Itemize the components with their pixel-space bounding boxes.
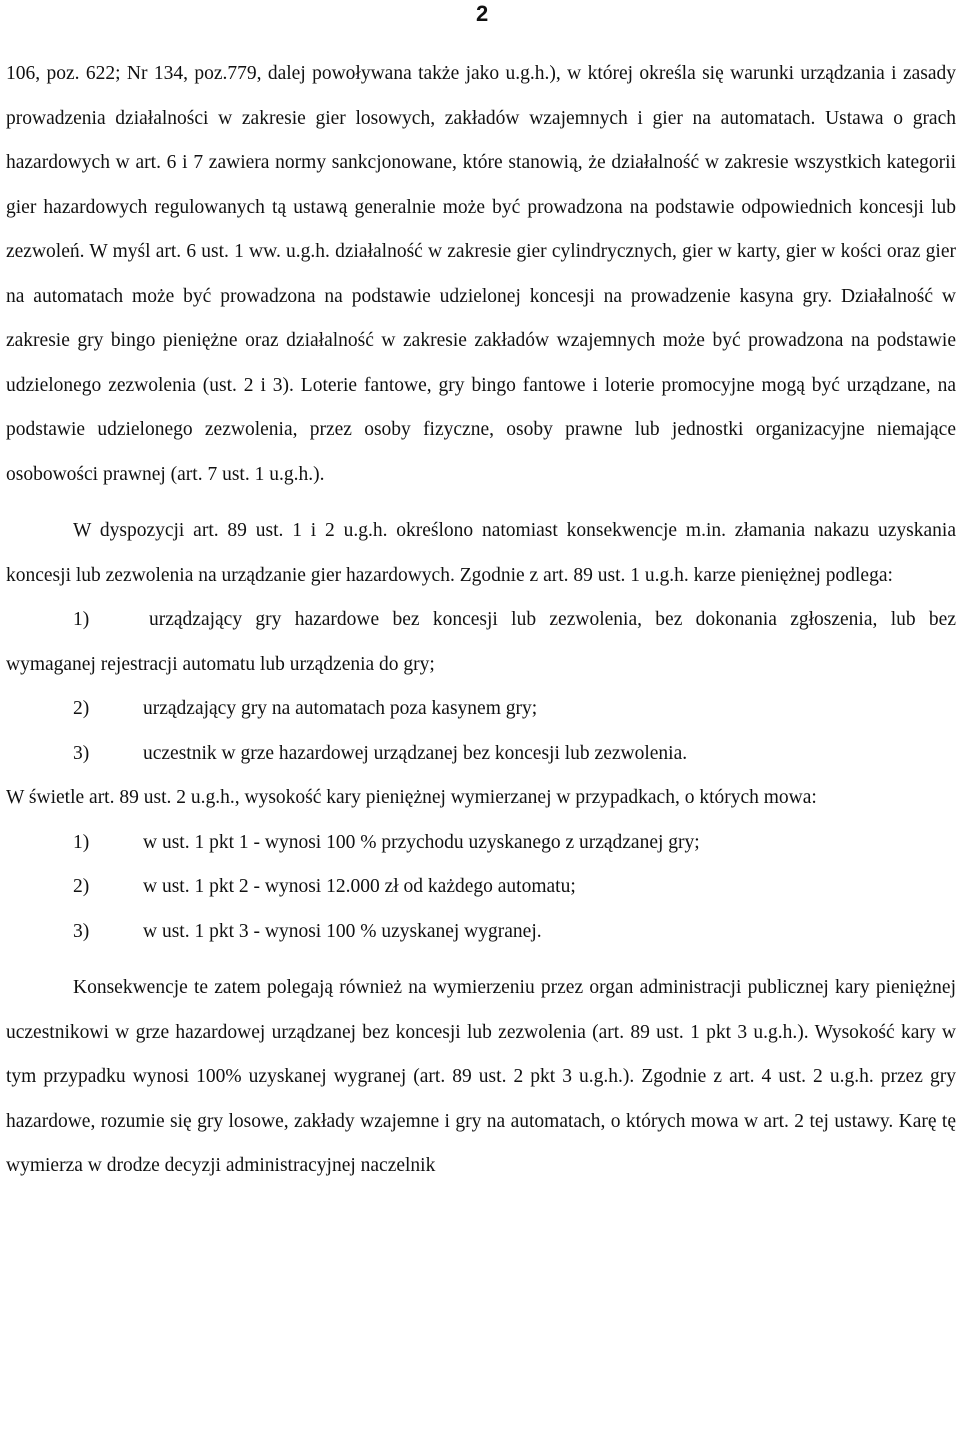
list-item-text: urządzający gry na automatach poza kasynem gry; (143, 698, 538, 719)
list-item-number: 2) (73, 876, 90, 897)
list-item (6, 865, 956, 910)
list-item (6, 821, 956, 866)
list-item (6, 687, 956, 732)
list-item-number: 1) (73, 609, 90, 630)
list-item (6, 732, 956, 777)
list-item-text: uczestnik w grze hazardowej urządzanej bez koncesji lub zezwolenia. (143, 742, 688, 764)
paragraph-penalty-amount: W świetle art. 89 ust. 2 u.g.h., wysokość kary pieniężnej wymierzanej w przypadkach, o których mowa: (6, 787, 817, 808)
paragraph-consequences: Konsekwencje te zatem polegają również na wymierzeniu przez organ administracji publicznej kary pieniężnej uczestnikowi w grze hazardowej urządzanej bez koncesji lub zezwolenia (art. 89 ust. 1 pkt 3 u.g.h.). Wysokość kary w tym przypadku wynosi 100% uzyskanej wygranej (art. 89 ust. 2 pkt 3 u.g.h.). Zgodnie z art. 4 ust. 2 u.g.h. przez gry hazardowe, rozumie się gry losowe, zakłady wzajemne i gry na automatach, o których mowa w art. 2 tej ustawy. Karę tę wymierza w drodze decyzji administracyjnej naczelnik (6, 977, 956, 1176)
list-item (6, 598, 956, 687)
paragraph-art-89: W dyspozycji art. 89 ust. 1 i 2 u.g.h. określono natomiast konsekwencje m.in. złamania nakazu uzyskania koncesji lub zezwolenia na urządzanie gier hazardowych. Zgodnie z art. 89 ust. 1 u.g.h. karze pieniężnej podlega: (6, 520, 956, 586)
document-body (6, 52, 956, 1189)
list-item-text: urządzający gry hazardowe bez koncesji lub zezwolenia, bez dokonania zgłoszenia, lub bez wymaganej rejestracji automatu lub urządzenia do gry; (6, 609, 956, 675)
list-item-number: 1) (73, 831, 90, 853)
list-item-number: 3) (73, 742, 90, 764)
paragraph-intro: 106, poz. 622; Nr 134, poz.779, dalej powoływana także jako u.g.h.), w której określa się warunki urządzania i zasady prowadzenia działalności w zakresie gier losowych, zakładów wzajemnych i gier na automatach. Ustawa o grach hazardowych w art. 6 i 7 zawiera normy sankcjonowane, które stanowią, że działalność w zakresie wszystkich kategorii gier hazardowych regulowanych tą ustawą generalnie może być prowadzona na podstawie odpowiednich koncesji lub zezwoleń. W myśl art. 6 ust. 1 ww. u.g.h. działalność w zakresie gier cylindrycznych, gier w karty, gier w kości oraz gier na automatach może być prowadzona na podstawie udzielonej koncesji na prowadzenie kasyna gry. Działalność w zakresie gry bingo pieniężne oraz działalność w zakresie zakładów wzajemnych może być prowadzona na podstawie udzielonego zezwolenia (ust. 2 i 3). Loterie fantowe, gry bingo fantowe i loterie promocyjne mogą być urządzane, na podstawie udzielonego zezwolenia, przez osoby fizyczne, osoby prawne lub jednostki organizacyjne niemające osobowości prawnej (art. 7 ust. 1 u.g.h.). (6, 63, 956, 485)
list-item-number: 3) (73, 920, 90, 942)
list-item (6, 910, 956, 955)
page-number: 2 (476, 1, 489, 26)
list-item-text: w ust. 1 pkt 3 - wynosi 100 % uzyskanej wygranej. (143, 920, 542, 942)
list-item-text: w ust. 1 pkt 1 - wynosi 100 % przychodu uzyskanego z urządzanej gry; (143, 831, 700, 853)
list-item-number: 2) (73, 698, 90, 719)
list-item-text: w ust. 1 pkt 2 - wynosi 12.000 zł od każdego automatu; (143, 876, 576, 897)
